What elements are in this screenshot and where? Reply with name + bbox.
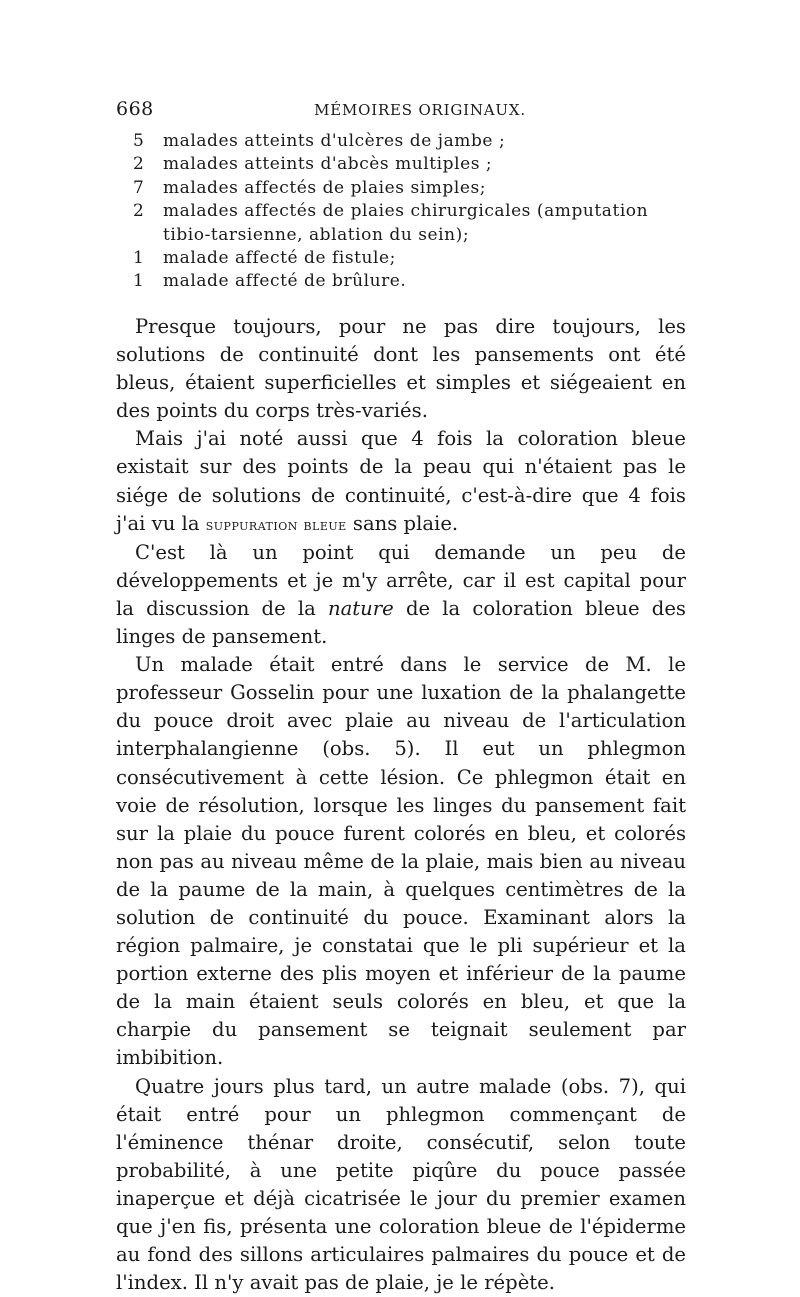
paragraph: Quatre jours plus tard, un autre malade (obs. 7), qui était entré pour un phlegmon commençant de l'éminence thénar droite, consécutif, selon toute probabilité, à une petite piqûre du pouce passée inaperçue et déjà cicatrisée le jour du premier examen que j'en fis, présenta une coloration bleue de l'épiderme au fond des sillons articulaires palmaires du pouce et de l'index. Il n'y avait pas de plaie, je le répète. [116,1074,686,1295]
list-item [133,130,688,153]
list-item [133,247,688,270]
list-item-number: 1 [133,248,145,269]
list-item-number: 5 [133,131,145,151]
page-number: 668 [116,98,154,120]
list-item [133,270,688,293]
paragraph-text: Mais j'ai noté aussi que 4 fois la coloration bleue existait sur des points de la peau qui n'étaient pas le siége de solutions de continuité, c'est-à-dire que 4 fois j'ai vu la [116,427,686,535]
small-caps-phrase: suppuration bleue [205,514,347,534]
list-item-number: 2 [133,201,145,222]
list-item-number: 2 [133,154,145,175]
list-item-number: 7 [133,177,145,198]
paragraph: Presque toujours, pour ne pas dire toujours, les solutions de continuité dont les pansements ont été bleus, étaient superficielles et simples et siégeaient en des points du corps très-variés. [116,315,686,423]
page-header [116,98,684,128]
list-item-text: malades affectés de plaies chirurgicales (amputation tibio-tarsienne, ablation du sein); [163,201,649,245]
list-item-text: malades atteints d'ulcères de jambe ; [163,131,506,151]
list-item [133,177,688,200]
list-item-text: malade affecté de brûlure. [163,271,407,292]
list-item-number: 1 [133,271,145,292]
paragraph-text: C'est là un point qui demande un peu de développements et je m'y arrête, car il est capital pour la discussion de la [116,540,686,620]
list-item [133,153,688,176]
body-text [116,313,686,1297]
paragraph-text: sans plaie. [346,511,459,535]
patient-list [133,130,688,294]
list-item-text: malade affecté de fistule; [163,248,396,269]
running-head: MÉMOIRES ORIGINAUX. [314,101,526,119]
paragraph [116,539,686,651]
paragraph-text: de la coloration bleue des linges de pansement. [116,596,686,649]
paragraph [116,425,686,538]
list-item-text: malades affectés de plaies simples; [163,177,487,198]
list-item-text: malades atteints d'abcès multiples ; [163,154,493,175]
paragraph: Un malade était entré dans le service de M. le professeur Gosselin pour une luxation de la phalangette du pouce droit avec plaie au niveau de l'articulation interphalangienne (obs. 5). Il eut un phlegmon consécutivement à cette lésion. Ce phlegmon était en voie de résolution, lorsque les linges du pansement fait sur la plaie du pouce furent colorés en bleu, et colorés non pas au niveau même de la plaie, mais bien au niveau de la paume de la main, à quelques centimètres de la solution de continuité du pouce. Examinant alors la région palmaire, je constatai que le pli supérieur et la portion externe des plis moyen et inférieur de la paume de la main étaient seuls colorés en bleu, et que la charpie du pansement se teignait seulement par imbibition. [116,653,686,1070]
list-item [133,200,688,247]
italic-word: nature [328,596,394,620]
